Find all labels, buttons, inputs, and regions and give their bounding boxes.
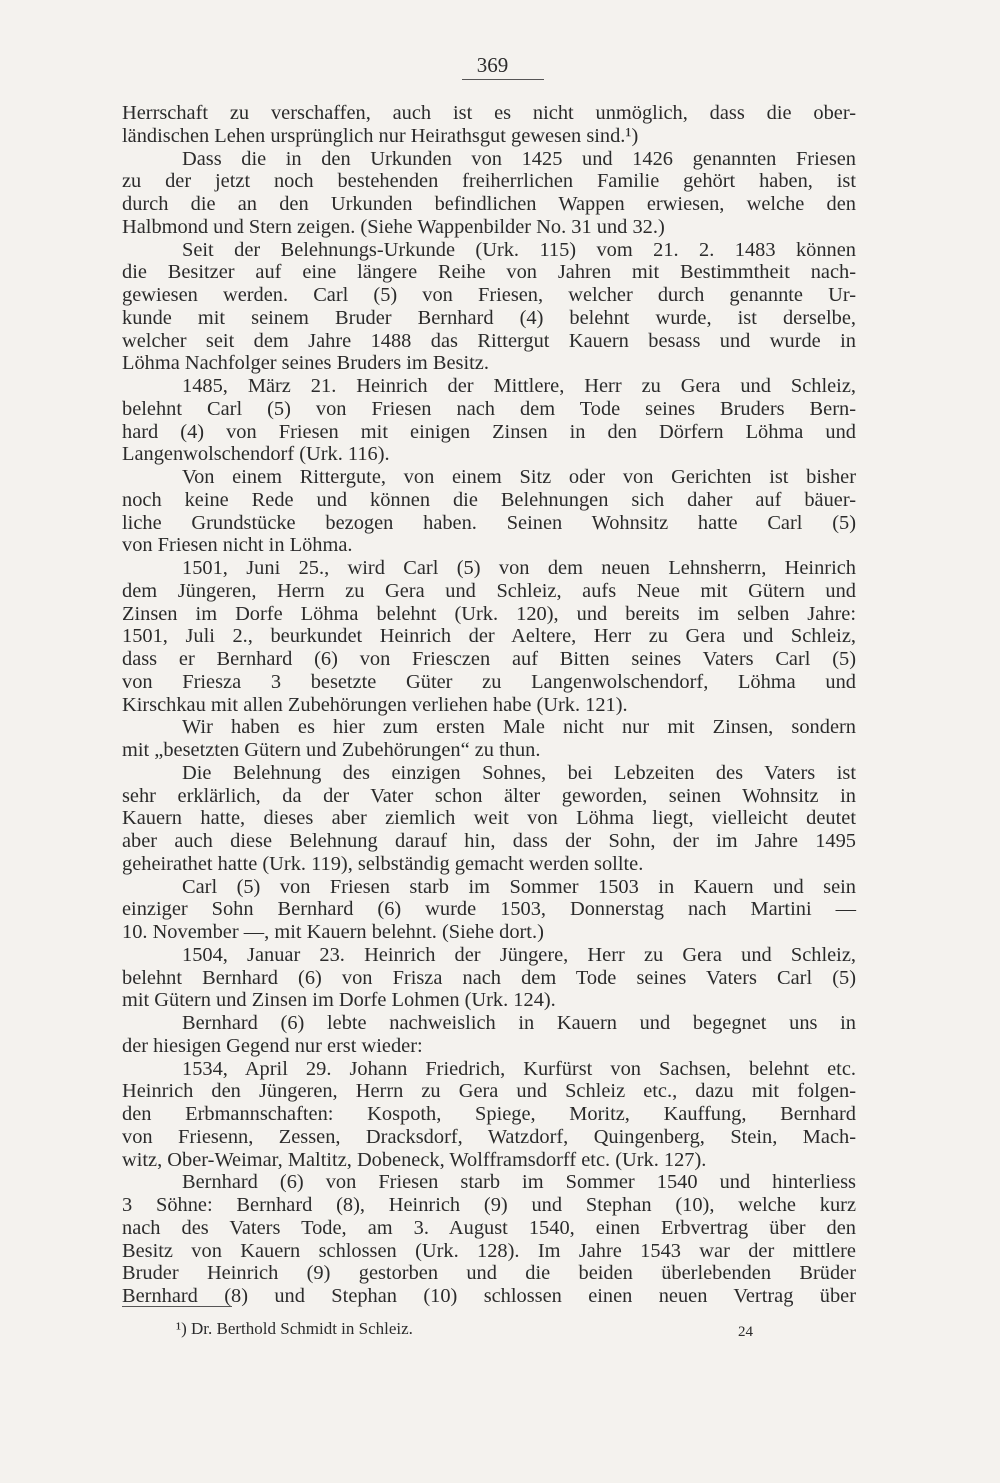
text-line: 1501, Juli 2., beurkundet Heinrich der Aeltere, Herr zu Gera und Schleiz, bbox=[122, 625, 856, 648]
text-line: Besitz von Kauern schlossen (Urk. 128). Im Jahre 1543 war der mittlere bbox=[122, 1239, 856, 1262]
text-line: ländischen Lehen ursprünglich nur Heirathsgut gewesen sind.¹) bbox=[122, 124, 639, 147]
text-line: Bruder Heinrich (9) gestorben und die beiden überlebenden Brüder bbox=[122, 1262, 856, 1285]
text-line: Bernhard (6) von Friesen starb im Sommer 1540 und hinterliess bbox=[182, 1171, 856, 1194]
text-line: den Erbmannschaften: Kospoth, Spiege, Moritz, Kauffung, Bernhard bbox=[122, 1103, 856, 1125]
text-line: Die Belehnung des einzigen Sohnes, bei Lebzeiten des Vaters ist bbox=[182, 761, 856, 784]
text-line: sehr erklärlich, da der Vater schon älter geworden, seinen Wohnsitz in bbox=[122, 784, 856, 807]
text-line: Langenwolschendorf (Urk. 116). bbox=[122, 443, 390, 466]
text-line: Heinrich den Jüngeren, Herrn zu Gera und Schleiz etc., dazu mit folgen- bbox=[122, 1080, 856, 1103]
text-line: liche Grundstücke bezogen haben. Seinen Wohnsitz hatte Carl (5) bbox=[122, 511, 856, 534]
text-line: Zinsen im Dorfe Löhma belehnt (Urk. 120), und bereits im selben Jahre: bbox=[122, 602, 856, 625]
text-line: 1504, Januar 23. Heinrich der Jüngere, Herr zu Gera und Schleiz, bbox=[182, 943, 856, 966]
text-line: Wir haben es hier zum ersten Male nicht nur mit Zinsen, sondern bbox=[182, 716, 856, 739]
text-line: dass er Bernhard (6) von Friesczen auf Bitten seines Vaters Carl (5) bbox=[122, 648, 856, 670]
text-line: Carl (5) von Friesen starb im Sommer 1503 in Kauern und sein bbox=[182, 875, 856, 898]
footnote-rule bbox=[122, 1306, 232, 1307]
text-line: belehnt Bernhard (6) von Frisza nach dem Tode seines Vaters Carl (5) bbox=[122, 966, 856, 989]
text-line: der hiesigen Gegend nur erst wieder: bbox=[122, 1034, 423, 1057]
signature-mark: 24 bbox=[738, 1324, 753, 1340]
text-line: zu der jetzt noch bestehenden freiherrlichen Familie gehört haben, ist bbox=[122, 170, 856, 193]
text-line: witz, Ober-Weimar, Maltitz, Dobeneck, Wolfframsdorff etc. (Urk. 127). bbox=[122, 1148, 707, 1171]
text-line: noch keine Rede und können die Belehnungen sich daher auf bäuer- bbox=[122, 488, 856, 511]
footnote: ¹) Dr. Berthold Schmidt in Schleiz. bbox=[176, 1319, 413, 1338]
text-line: 1534, April 29. Johann Friedrich, Kurfürst von Sachsen, belehnt etc. bbox=[182, 1057, 856, 1080]
text-line: Kirschkau mit allen Zubehörungen verliehen habe (Urk. 121). bbox=[122, 693, 628, 716]
text-line: die Besitzer auf eine längere Reihe von Jahren mit Bestimmtheit nach- bbox=[122, 261, 856, 284]
page-number: 369 bbox=[476, 53, 509, 77]
text-line: geheirathet hatte (Urk. 119), selbständig gemacht werden sollte. bbox=[122, 852, 644, 875]
text-line: 1501, Juni 25., wird Carl (5) von dem neuen Lehnsherrn, Heinrich bbox=[182, 557, 856, 579]
text-line: 1485, März 21. Heinrich der Mittlere, Herr zu Gera und Schleiz, bbox=[182, 375, 856, 397]
text-line: 3 Söhne: Bernhard (8), Heinrich (9) und Stephan (10), welche kurz bbox=[122, 1194, 856, 1216]
text-line: von Friesenn, Zessen, Dracksdorf, Watzdorf, Quingenberg, Stein, Mach- bbox=[122, 1125, 856, 1148]
text-line: Halbmond und Stern zeigen. (Siehe Wappenbilder No. 31 und 32.) bbox=[122, 215, 665, 238]
text-line: hard (4) von Friesen mit einigen Zinsen in den Dörfern Löhma und bbox=[122, 420, 856, 443]
text-line: kunde mit seinem Bruder Bernhard (4) belehnt wurde, ist derselbe, bbox=[122, 306, 856, 329]
text-line: Bernhard (6) lebte nachweislich in Kauern und begegnet uns in bbox=[182, 1012, 856, 1034]
text-line: mit „besetzten Gütern und Zubehörungen“ zu thun. bbox=[122, 739, 541, 761]
text-line: Seit der Belehnungs-Urkunde (Urk. 115) vom 21. 2. 1483 können bbox=[182, 238, 856, 261]
text-line: von Friesza 3 besetzte Güter zu Langenwolschendorf, Löhma und bbox=[122, 670, 856, 693]
text-line: Von einem Rittergute, von einem Sitz oder von Gerichten ist bisher bbox=[182, 466, 856, 488]
text-line: einziger Sohn Bernhard (6) wurde 1503, Donnerstag nach Martini — bbox=[122, 898, 856, 921]
text-line: von Friesen nicht in Löhma. bbox=[122, 534, 353, 557]
text-line: 10. November —, mit Kauern belehnt. (Siehe dort.) bbox=[122, 921, 544, 943]
text-line: Herrschaft zu verschaffen, auch ist es nicht unmöglich, dass die ober- bbox=[122, 102, 856, 124]
text-line: dem Jüngeren, Herrn zu Gera und Schleiz, aufs Neue mit Gütern und bbox=[122, 579, 856, 602]
text-line: nach des Vaters Tode, am 3. August 1540, einen Erbvertrag über den bbox=[122, 1216, 856, 1239]
text-line: Dass die in den Urkunden von 1425 und 1426 genannten Friesen bbox=[182, 147, 856, 170]
body-text bbox=[122, 102, 856, 1308]
page-number-rule bbox=[462, 79, 544, 80]
text-line: mit Gütern und Zinsen im Dorfe Lohmen (Urk. 124). bbox=[122, 989, 556, 1012]
text-line: durch die an den Urkunden befindlichen Wappen erwiesen, welche den bbox=[122, 193, 856, 215]
text-line: Kauern hatte, dieses aber ziemlich weit von Löhma liegt, vielleicht deutet bbox=[122, 807, 856, 830]
text-line: Bernhard (8) und Stephan (10) schlossen einen neuen Vertrag über bbox=[122, 1285, 856, 1307]
text-line: gewiesen werden. Carl (5) von Friesen, welcher durch genannte Ur- bbox=[122, 284, 856, 306]
text-line: belehnt Carl (5) von Friesen nach dem Tode seines Bruders Bern- bbox=[122, 397, 856, 420]
text-line: Löhma Nachfolger seines Bruders im Besitz. bbox=[122, 352, 489, 375]
text-line: aber auch diese Belehnung darauf hin, dass der Sohn, der im Jahre 1495 bbox=[122, 830, 856, 852]
text-line: welcher seit dem Jahre 1488 das Rittergut Kauern besass und wurde in bbox=[122, 329, 856, 352]
